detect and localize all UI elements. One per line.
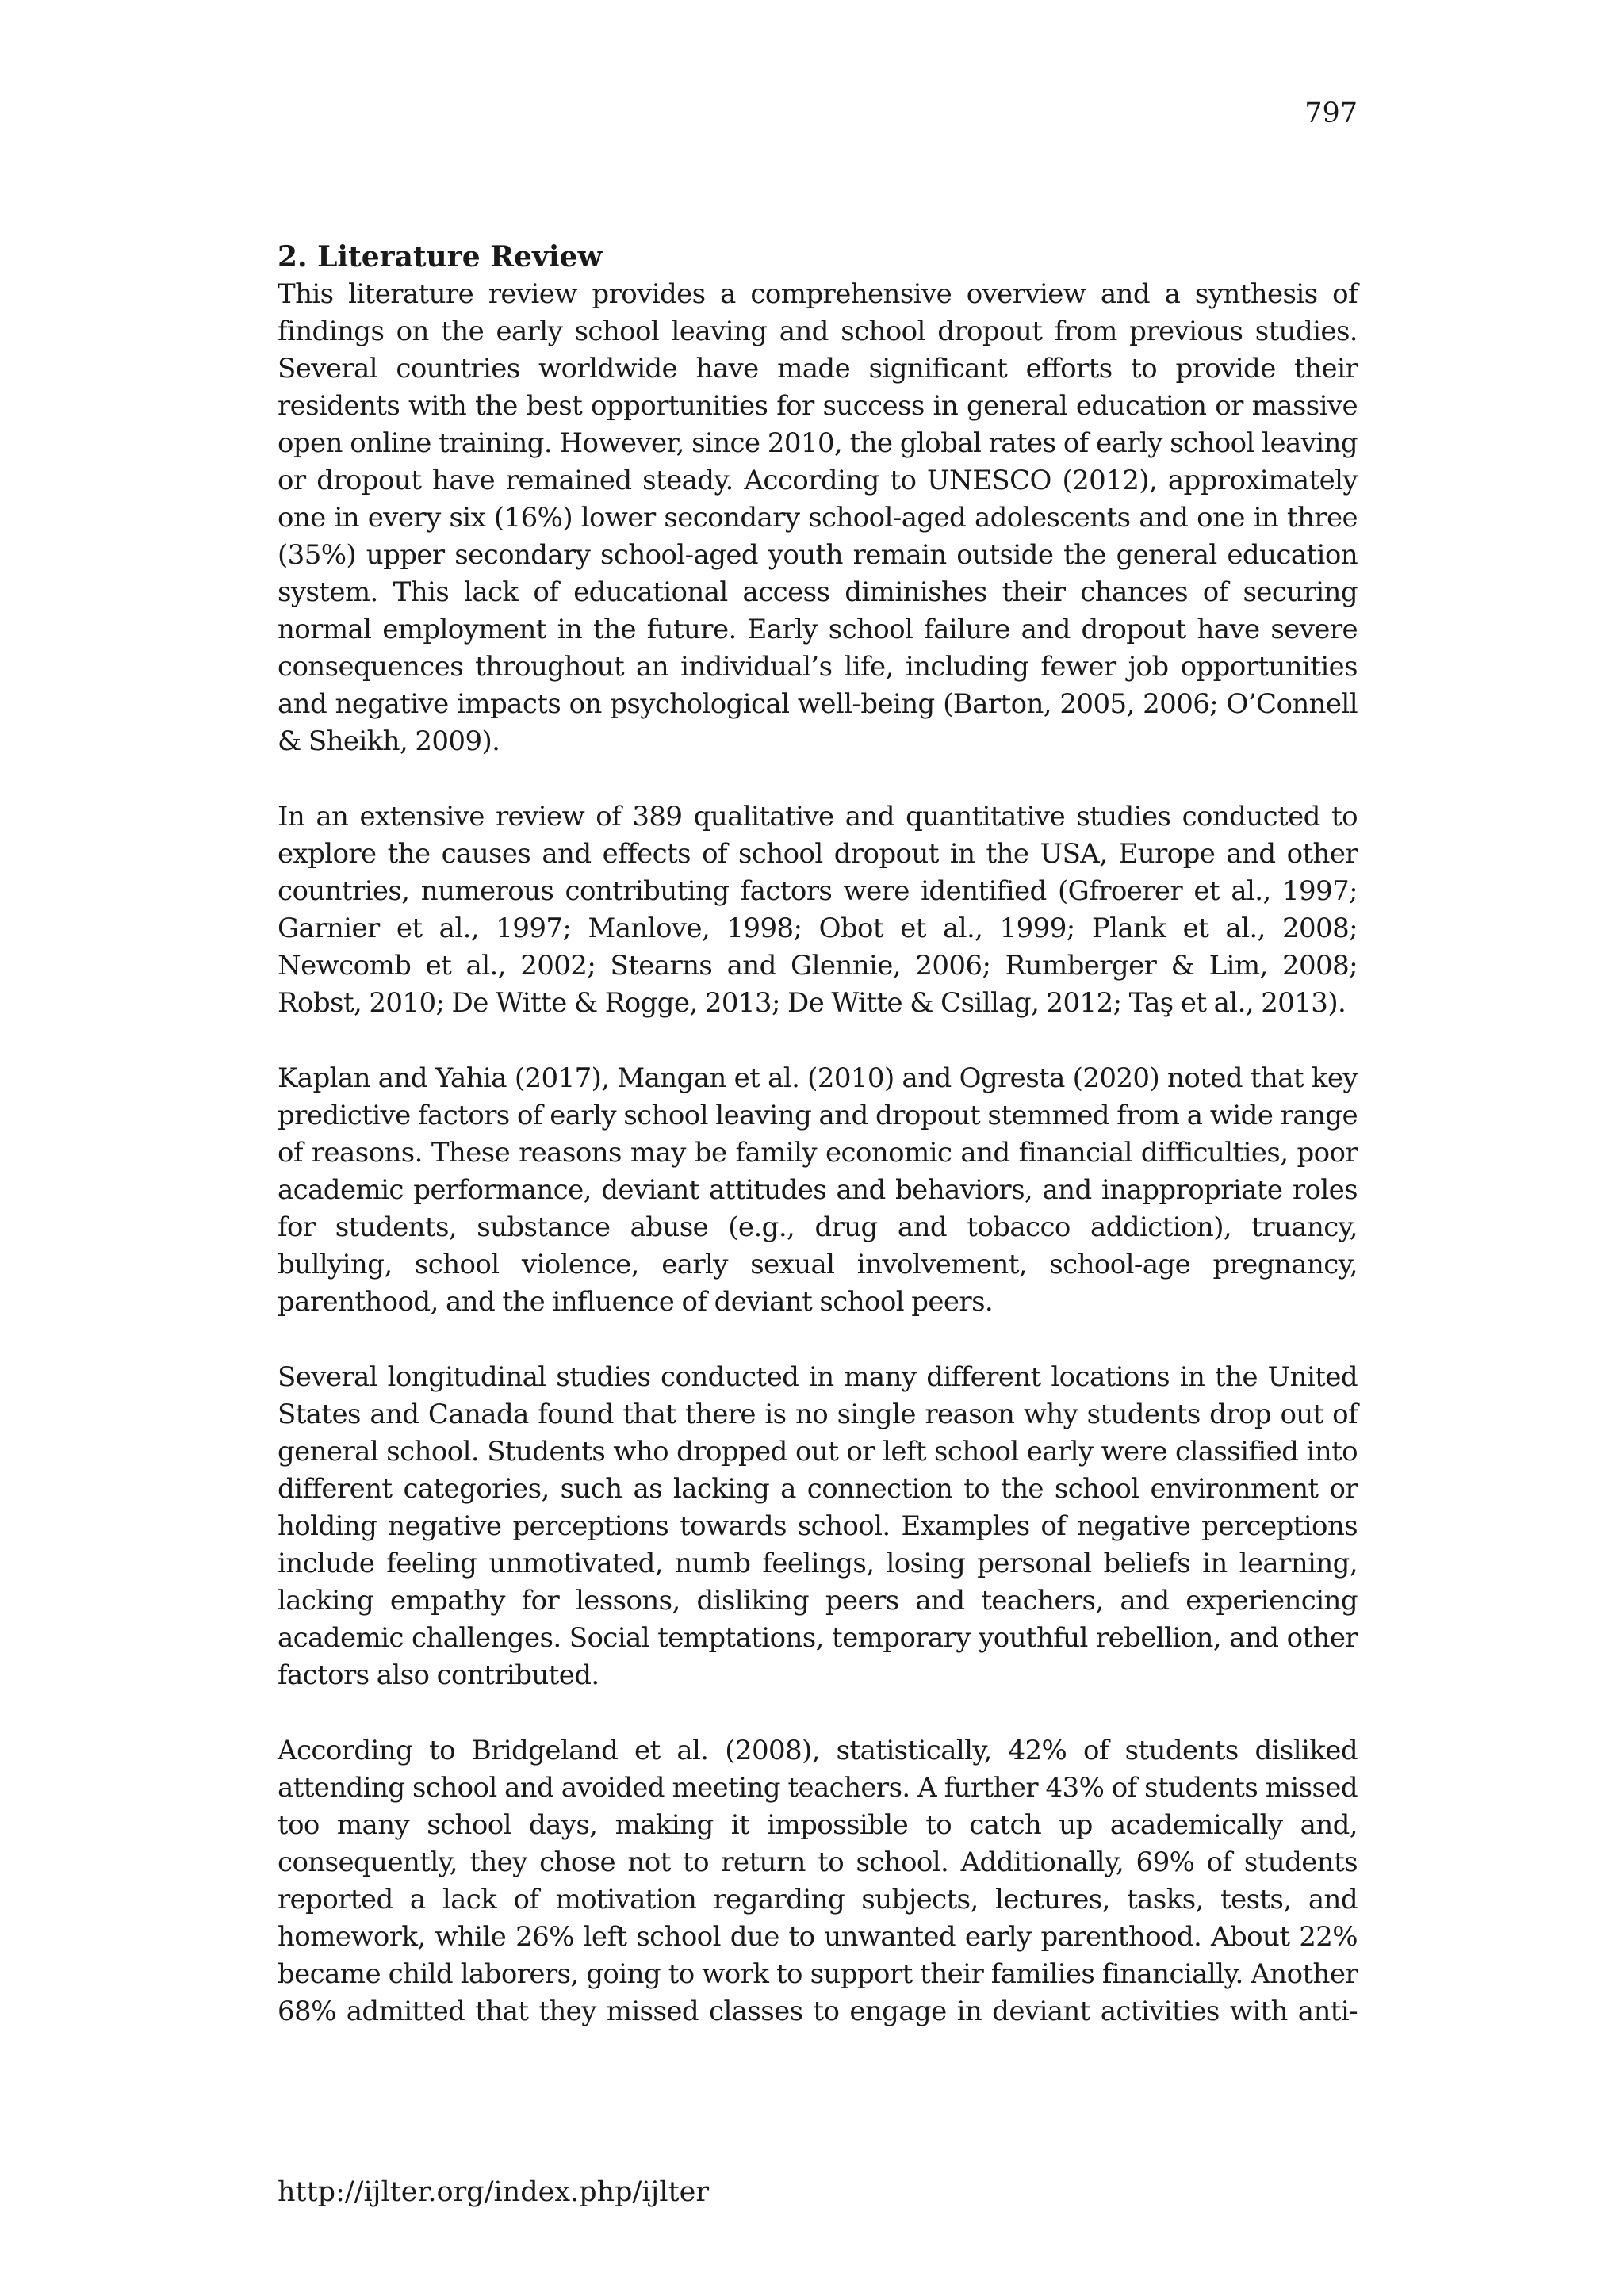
literature-review-section	[278, 238, 1358, 2030]
paragraph: According to Bridgeland et al. (2008), statistically, 42% of students disliked attending school and avoided meeting teachers. A further 43% of students missed too many school days, making it impossible to catch up academically and, consequently, they chose not to return to school. Additionally, 69% of students reported a lack of motivation regarding subjects, lectures, tasks, tests, and homework, while 26% left school due to unwanted early parenthood. About 22% became child laborers, going to work to support their families financially. Another 68% admitted that they missed classes to engage in deviant activities with anti-	[278, 1735, 1358, 2027]
paragraph: Kaplan and Yahia (2017), Mangan et al. (2010) and Ogresta (2020) noted that key predictive factors of early school leaving and dropout stemmed from a wide range of reasons. These reasons may be family economic and financial difficulties, poor academic performance, deviant attitudes and behaviors, and inappropriate roles for students, substance abuse (e.g., drug and tobacco addiction), truancy, bullying, school violence, early sexual involvement, school-age pregnancy, parenthood, and the influence of deviant school peers.	[278, 1062, 1358, 1318]
section-heading: 2. Literature Review	[278, 240, 603, 274]
footer-url: http://ijlter.org/index.php/ijlter	[278, 2176, 710, 2208]
paragraph: In an extensive review of 389 qualitative and quantitative studies conducted to explore the causes and effects of school dropout in the USA, Europe and other countries, numerous contributing factors were identified (Gfroerer et al., 1997; Garnier et al., 1997; Manlove, 1998; Obot et al., 1999; Plank et al., 2008; Newcomb et al., 2002; Stearns and Glennie, 2006; Rumberger & Lim, 2008; Robst, 2010; De Witte & Rogge, 2013; De Witte & Csillag, 2012; Taş et al., 2013).	[278, 801, 1358, 1019]
paragraph: Several longitudinal studies conducted in many different locations in the United States and Canada found that there is no single reason why students drop out of general school. Students who dropped out or left school early were classified into different categories, such as lacking a connection to the school environment or holding negative perceptions towards school. Examples of negative perceptions include feeling unmotivated, numb feelings, losing personal beliefs in learning, lacking empathy for lessons, disliking peers and teachers, and experiencing academic challenges. Social temptations, temporary youthful rebellion, and other factors also contributed.	[278, 1361, 1358, 1691]
paragraph: This literature review provides a comprehensive overview and a synthesis of findings on the early school leaving and school dropout from previous studies. Several countries worldwide have made significant efforts to provide their residents with the best opportunities for success in general education or massive open online training. However, since 2010, the global rates of early school leaving or dropout have remained steady. According to UNESCO (2012), approximately one in every six (16%) lower secondary school-aged adolescents and one in three (35%) upper secondary school-aged youth remain outside the general education system. This lack of educational access diminishes their chances of securing normal employment in the future. Early school failure and dropout have severe consequences throughout an individual’s life, including fewer job opportunities and negative impacts on psychological well-being (Barton, 2005, 2006; O’Connell & Sheikh, 2009).	[278, 278, 1358, 757]
page-number: 797	[1304, 98, 1358, 129]
